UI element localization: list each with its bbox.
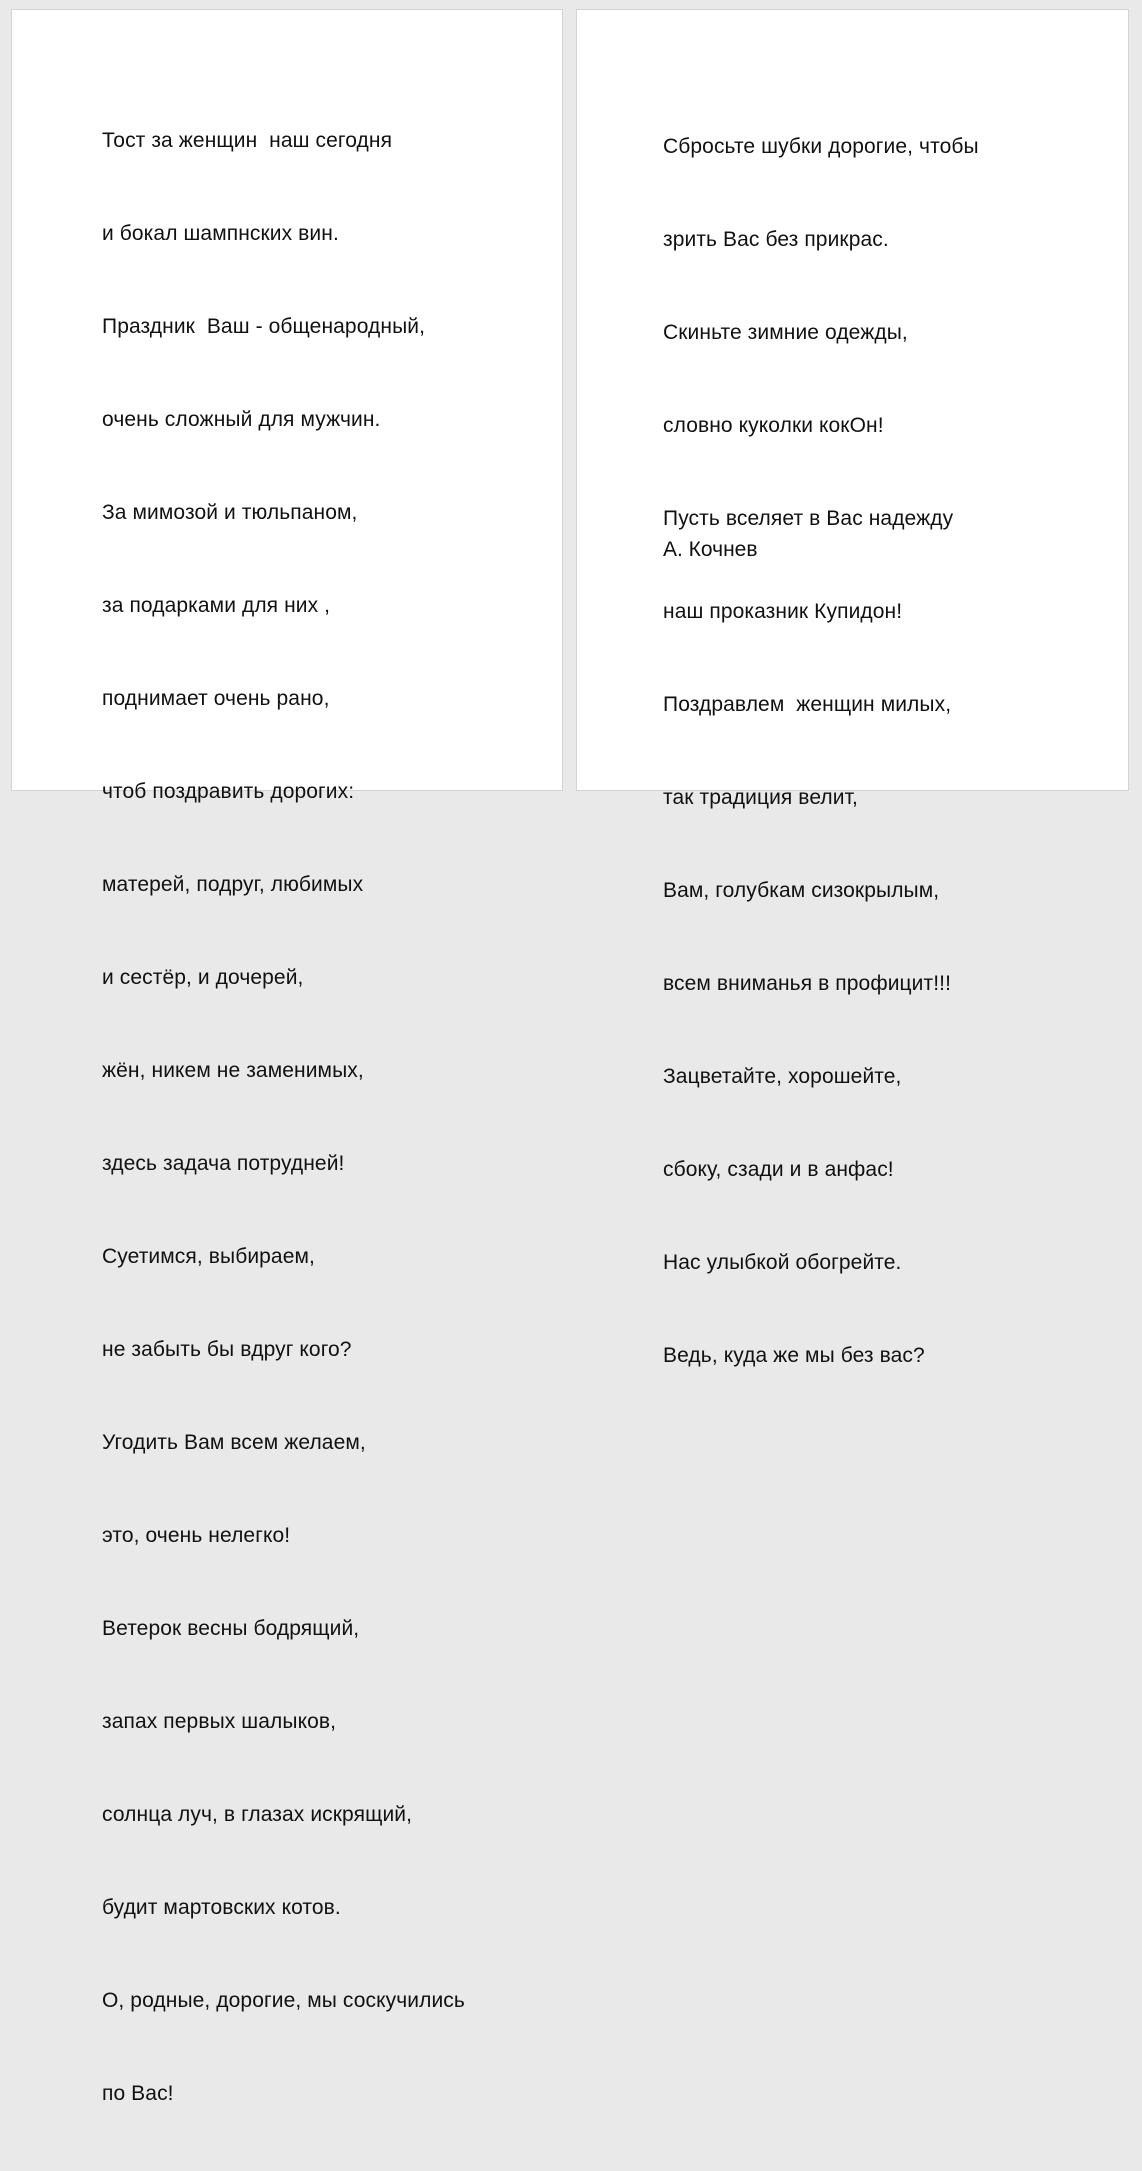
poem-line: Зацветайте, хорошейте, bbox=[663, 1065, 902, 1088]
poem-line: О, родные, дорогие, мы соскучились bbox=[102, 1989, 465, 2012]
poem-line: Поздравлем женщин милых, bbox=[663, 693, 952, 716]
poem-text bbox=[663, 69, 979, 1433]
poem-line: матерей, подруг, любимых bbox=[102, 873, 364, 896]
page-2 bbox=[576, 9, 1129, 1367]
poem-line: Ведь, куда же мы без вас? bbox=[663, 1344, 925, 1367]
poem-line: за подарками для них , bbox=[102, 594, 331, 617]
poem-line: Вам, голубкам сизокрылым, bbox=[663, 879, 940, 902]
poem-line: Суетимся, выбираем, bbox=[102, 1245, 315, 1268]
poem-line: наш проказник Купидон! bbox=[663, 600, 903, 623]
poem-line: Пусть вселяет в Вас надежду bbox=[663, 507, 954, 530]
poem-line: по Вас! bbox=[102, 2082, 174, 2105]
poem-line: солнца луч, в глазах искрящий, bbox=[102, 1803, 413, 1826]
poem-line: Тост за женщин наш сегодня bbox=[102, 129, 393, 152]
poem-text bbox=[102, 63, 465, 2171]
poem-line: Скиньте зимние одежды, bbox=[663, 321, 908, 344]
poem-line: и сестёр, и дочерей, bbox=[102, 966, 304, 989]
poem-line: будит мартовских котов. bbox=[102, 1896, 341, 1919]
poem-line: запах первых шалыков, bbox=[102, 1710, 337, 1733]
poem-line: это, очень нелегко! bbox=[102, 1524, 291, 1547]
poem-line: здесь задача потрудней! bbox=[102, 1152, 345, 1175]
poem-line: словно куколки кокОн! bbox=[663, 414, 884, 437]
poem-line: Угодить Вам всем желаем, bbox=[102, 1431, 366, 1454]
poem-line: всем вниманья в профицит!!! bbox=[663, 972, 952, 995]
poem-line: чтоб поздравить дорогих: bbox=[102, 780, 355, 803]
poem-line: Ветерок весны бодрящий, bbox=[102, 1617, 360, 1640]
poem-line: зрить Вас без прикрас. bbox=[663, 228, 889, 251]
poem-line: очень сложный для мужчин. bbox=[102, 408, 381, 431]
poem-line: поднимает очень рано, bbox=[102, 687, 330, 710]
poem-line: так традиция велит, bbox=[663, 786, 858, 809]
poem-line: Сбросьте шубки дорогие, чтобы bbox=[663, 135, 979, 158]
page-1 bbox=[11, 9, 563, 2105]
poem-line: сбоку, сзади и в анфас! bbox=[663, 1158, 894, 1181]
poem-line: не забыть бы вдруг кого? bbox=[102, 1338, 352, 1361]
poem-line: Праздник Ваш - общенародный, bbox=[102, 315, 426, 338]
author-signature: А. Кочнев bbox=[663, 538, 758, 561]
poem-line: и бокал шампнских вин. bbox=[102, 222, 339, 245]
poem-line: Нас улыбкой обогрейте. bbox=[663, 1251, 902, 1274]
poem-line: За мимозой и тюльпаном, bbox=[102, 501, 358, 524]
poem-line: жён, никем не заменимых, bbox=[102, 1059, 364, 1082]
